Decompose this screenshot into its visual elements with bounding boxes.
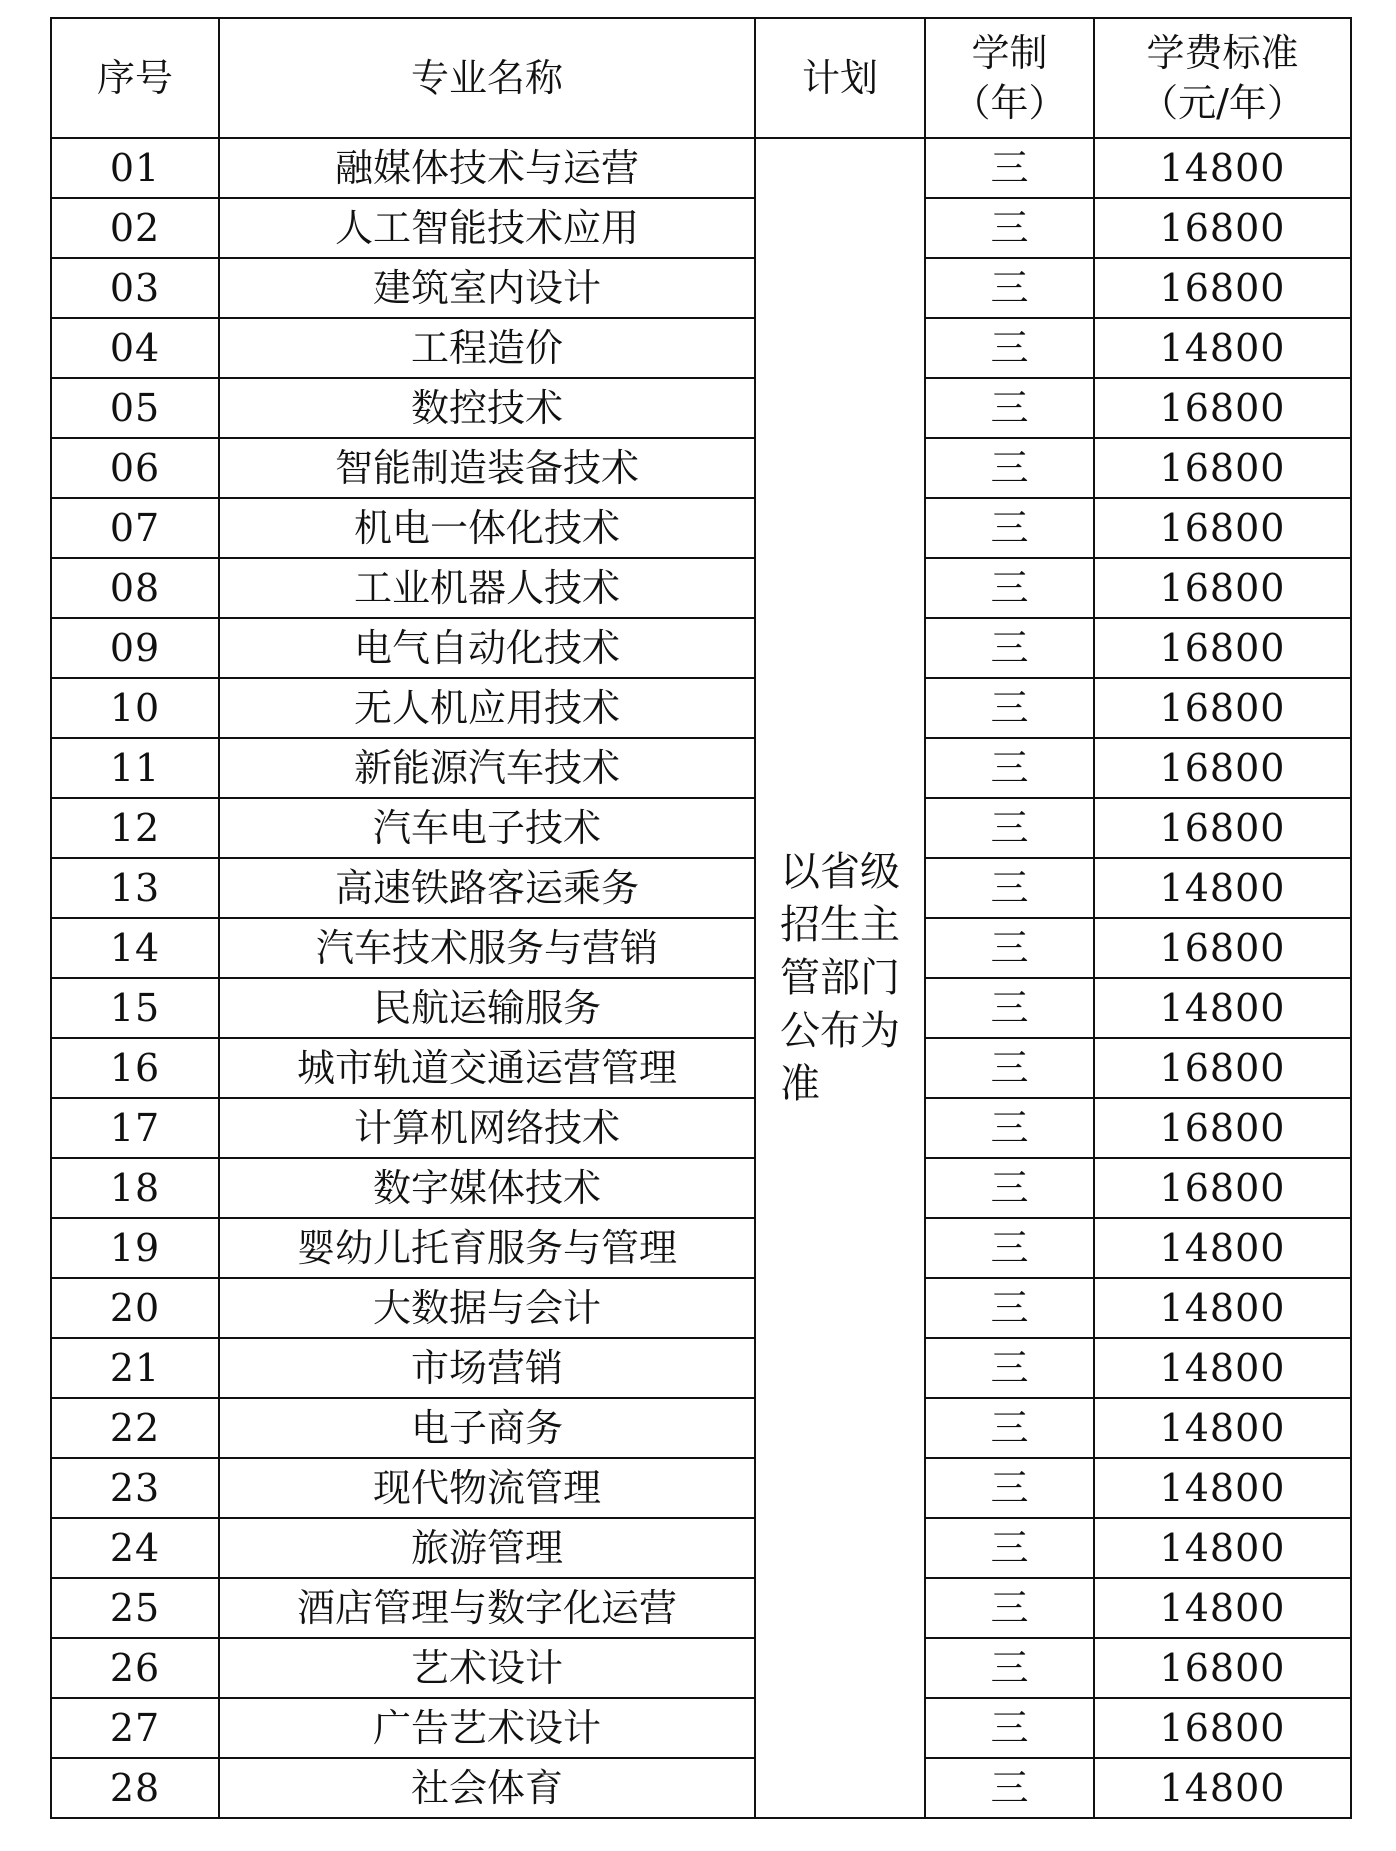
- row-duration: 三: [925, 1698, 1094, 1758]
- row-major-name: 建筑室内设计: [219, 258, 755, 318]
- table-row: [51, 438, 1351, 498]
- header-duration-title: 学制: [971, 31, 1048, 75]
- row-major-name: 电子商务: [219, 1398, 755, 1458]
- row-major-name: 融媒体技术与运营: [219, 138, 755, 198]
- row-major-name: 旅游管理: [219, 1518, 755, 1578]
- row-fee: 14800: [1094, 318, 1351, 378]
- row-duration: 三: [925, 1458, 1094, 1518]
- row-fee: 14800: [1094, 1518, 1351, 1578]
- row-fee: 14800: [1094, 1758, 1351, 1818]
- table-row: [51, 858, 1351, 918]
- table-row: [51, 1218, 1351, 1278]
- header-plan: 计划: [755, 18, 925, 138]
- header-fee-title: 学费标准: [1146, 31, 1299, 75]
- header-seq: 序号: [51, 18, 219, 138]
- table-row: [51, 318, 1351, 378]
- header-fee: [1094, 18, 1351, 138]
- row-duration: 三: [925, 618, 1094, 678]
- table-row: [51, 1278, 1351, 1338]
- row-fee: 14800: [1094, 978, 1351, 1038]
- row-seq: 23: [51, 1458, 219, 1518]
- row-seq: 16: [51, 1038, 219, 1098]
- table-row: [51, 498, 1351, 558]
- row-seq: 21: [51, 1338, 219, 1398]
- row-major-name: 汽车电子技术: [219, 798, 755, 858]
- row-duration: 三: [925, 558, 1094, 618]
- row-major-name: 高速铁路客运乘务: [219, 858, 755, 918]
- row-seq: 17: [51, 1098, 219, 1158]
- table-row: [51, 1638, 1351, 1698]
- row-seq: 19: [51, 1218, 219, 1278]
- row-fee: 14800: [1094, 858, 1351, 918]
- header-row: [51, 18, 1351, 138]
- row-duration: 三: [925, 738, 1094, 798]
- plan-note: 以省级招生主管部门公布为准: [780, 848, 900, 1107]
- row-major-name: 数控技术: [219, 378, 755, 438]
- row-fee: 16800: [1094, 438, 1351, 498]
- row-major-name: 无人机应用技术: [219, 678, 755, 738]
- table-row: [51, 1158, 1351, 1218]
- row-seq: 11: [51, 738, 219, 798]
- header-major-name: 专业名称: [219, 18, 755, 138]
- row-major-name: 社会体育: [219, 1758, 755, 1818]
- row-seq: 07: [51, 498, 219, 558]
- table-row: [51, 738, 1351, 798]
- row-major-name: 城市轨道交通运营管理: [219, 1038, 755, 1098]
- table-row: [51, 198, 1351, 258]
- row-major-name: 智能制造装备技术: [219, 438, 755, 498]
- row-major-name: 现代物流管理: [219, 1458, 755, 1518]
- row-seq: 15: [51, 978, 219, 1038]
- table-row: [51, 1338, 1351, 1398]
- row-seq: 26: [51, 1638, 219, 1698]
- row-major-name: 汽车技术服务与营销: [219, 918, 755, 978]
- row-fee: 16800: [1094, 1158, 1351, 1218]
- row-seq: 22: [51, 1398, 219, 1458]
- table-row: [51, 1698, 1351, 1758]
- row-seq: 25: [51, 1578, 219, 1638]
- row-fee: 16800: [1094, 1038, 1351, 1098]
- row-fee: 16800: [1094, 738, 1351, 798]
- table-row: [51, 1458, 1351, 1518]
- row-seq: 13: [51, 858, 219, 918]
- table-row: [51, 978, 1351, 1038]
- row-duration: 三: [925, 858, 1094, 918]
- row-seq: 06: [51, 438, 219, 498]
- row-duration: 三: [925, 1638, 1094, 1698]
- row-duration: 三: [925, 498, 1094, 558]
- row-seq: 14: [51, 918, 219, 978]
- row-major-name: 电气自动化技术: [219, 618, 755, 678]
- row-duration: 三: [925, 438, 1094, 498]
- row-duration: 三: [925, 1158, 1094, 1218]
- row-seq: 08: [51, 558, 219, 618]
- row-fee: 16800: [1094, 498, 1351, 558]
- row-major-name: 市场营销: [219, 1338, 755, 1398]
- table-row: [51, 1518, 1351, 1578]
- row-major-name: 工业机器人技术: [219, 558, 755, 618]
- row-major-name: 人工智能技术应用: [219, 198, 755, 258]
- row-fee: 14800: [1094, 1278, 1351, 1338]
- table-row: [51, 1038, 1351, 1098]
- row-seq: 24: [51, 1518, 219, 1578]
- majors-fee-table: [50, 17, 1352, 1819]
- row-fee: 14800: [1094, 138, 1351, 198]
- row-fee: 14800: [1094, 1398, 1351, 1458]
- row-major-name: 大数据与会计: [219, 1278, 755, 1338]
- row-fee: 14800: [1094, 1458, 1351, 1518]
- row-major-name: 酒店管理与数字化运营: [219, 1578, 755, 1638]
- header-fee-unit: （元/年）: [1140, 81, 1305, 125]
- row-duration: 三: [925, 1578, 1094, 1638]
- row-fee: 16800: [1094, 618, 1351, 678]
- row-major-name: 数字媒体技术: [219, 1158, 755, 1218]
- row-fee: 16800: [1094, 1698, 1351, 1758]
- table-row: [51, 378, 1351, 438]
- row-duration: 三: [925, 1038, 1094, 1098]
- row-seq: 18: [51, 1158, 219, 1218]
- row-duration: 三: [925, 198, 1094, 258]
- row-duration: 三: [925, 978, 1094, 1038]
- row-duration: 三: [925, 1398, 1094, 1458]
- row-seq: 03: [51, 258, 219, 318]
- table-row: [51, 1098, 1351, 1158]
- table-body: [51, 138, 1351, 1818]
- row-seq: 12: [51, 798, 219, 858]
- row-fee: 16800: [1094, 378, 1351, 438]
- row-seq: 04: [51, 318, 219, 378]
- row-duration: 三: [925, 1518, 1094, 1578]
- row-major-name: 婴幼儿托育服务与管理: [219, 1218, 755, 1278]
- header-duration-unit: （年）: [952, 81, 1067, 125]
- row-duration: 三: [925, 1758, 1094, 1818]
- row-duration: 三: [925, 138, 1094, 198]
- row-duration: 三: [925, 1278, 1094, 1338]
- row-seq: 10: [51, 678, 219, 738]
- row-fee: 16800: [1094, 1638, 1351, 1698]
- row-seq: 02: [51, 198, 219, 258]
- table-row: [51, 918, 1351, 978]
- row-fee: 14800: [1094, 1338, 1351, 1398]
- table-row: [51, 678, 1351, 738]
- row-fee: 16800: [1094, 918, 1351, 978]
- table-row: [51, 798, 1351, 858]
- row-duration: 三: [925, 318, 1094, 378]
- row-duration: 三: [925, 1218, 1094, 1278]
- row-duration: 三: [925, 678, 1094, 738]
- row-fee: 16800: [1094, 678, 1351, 738]
- row-seq: 09: [51, 618, 219, 678]
- row-fee: 14800: [1094, 1578, 1351, 1638]
- row-duration: 三: [925, 798, 1094, 858]
- row-duration: 三: [925, 258, 1094, 318]
- row-duration: 三: [925, 918, 1094, 978]
- row-duration: 三: [925, 1098, 1094, 1158]
- row-fee: 16800: [1094, 198, 1351, 258]
- row-seq: 28: [51, 1758, 219, 1818]
- row-major-name: 广告艺术设计: [219, 1698, 755, 1758]
- row-fee: 16800: [1094, 258, 1351, 318]
- row-fee: 16800: [1094, 798, 1351, 858]
- header-duration: [925, 18, 1094, 138]
- table-row: [51, 1758, 1351, 1818]
- row-seq: 20: [51, 1278, 219, 1338]
- row-duration: 三: [925, 1338, 1094, 1398]
- row-major-name: 计算机网络技术: [219, 1098, 755, 1158]
- row-major-name: 机电一体化技术: [219, 498, 755, 558]
- table-row: [51, 138, 1351, 198]
- table-row: [51, 558, 1351, 618]
- row-fee: 14800: [1094, 1218, 1351, 1278]
- table-row: [51, 1578, 1351, 1638]
- row-major-name: 艺术设计: [219, 1638, 755, 1698]
- table-row: [51, 1398, 1351, 1458]
- row-major-name: 新能源汽车技术: [219, 738, 755, 798]
- row-major-name: 工程造价: [219, 318, 755, 378]
- row-fee: 16800: [1094, 558, 1351, 618]
- table-row: [51, 258, 1351, 318]
- row-fee: 16800: [1094, 1098, 1351, 1158]
- row-major-name: 民航运输服务: [219, 978, 755, 1038]
- row-duration: 三: [925, 378, 1094, 438]
- plan-merged-cell: [755, 138, 925, 1818]
- table-row: [51, 618, 1351, 678]
- row-seq: 01: [51, 138, 219, 198]
- row-seq: 05: [51, 378, 219, 438]
- row-seq: 27: [51, 1698, 219, 1758]
